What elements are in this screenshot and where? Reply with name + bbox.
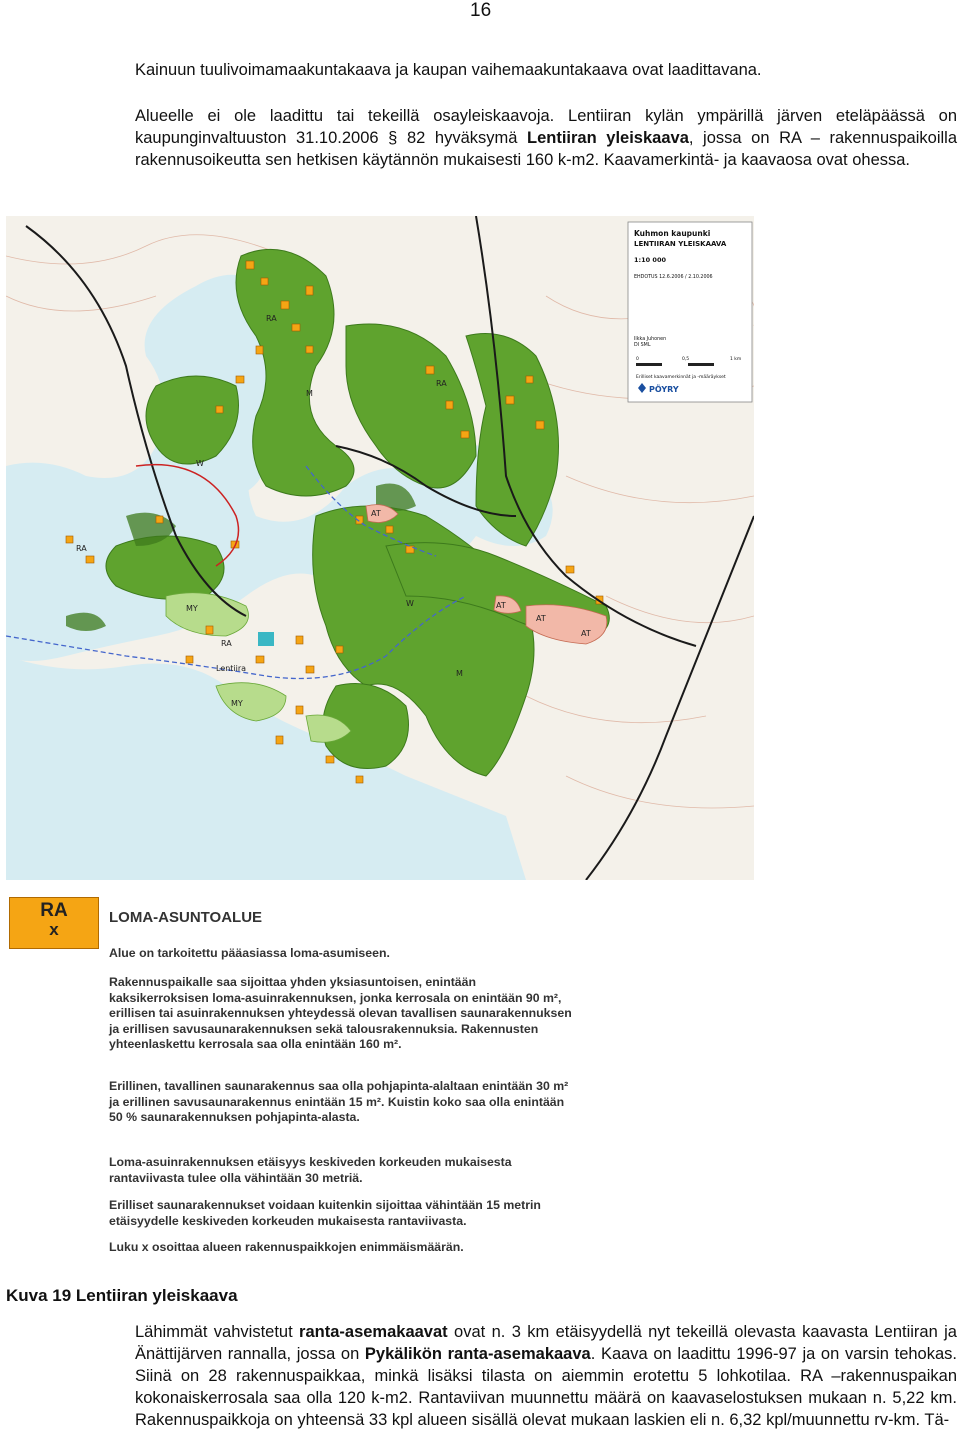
map-title-line1: Kuhmon kaupunki bbox=[634, 229, 711, 238]
map-label: RA bbox=[76, 544, 87, 553]
legend-title: LOMA-ASUNTOALUE bbox=[109, 909, 263, 926]
legend-block-1: Alue on tarkoitettu pääasiassa loma-asumiseen. bbox=[109, 946, 390, 960]
paragraph-2-text-2: 82 hyväksymä bbox=[397, 129, 528, 147]
legend-block-4: Loma-asuinrakennuksen etäisyys keskiveden korkeuden mukaisesta rantaviivasta tulee olla vähintään 30 metriä. bbox=[109, 1155, 512, 1185]
map-label: AT bbox=[496, 601, 506, 610]
legend-block-3: Erillinen, tavallinen saunarakennus saa olla pohjapinta-alaltaan enintään 30 m² ja erillinen savusaunarakennus enintään 15 m². Kuistin koko saa olla enintään 50 % saunarakennuksen pohjapinta-alasta. bbox=[109, 1079, 569, 1125]
plan-legend bbox=[6, 895, 576, 1265]
legend-block-6: Luku x osoittaa alueen rakennuspaikkojen enimmäismäärän. bbox=[109, 1240, 464, 1254]
map-label: AT bbox=[581, 629, 591, 638]
paragraph-2 bbox=[135, 105, 957, 171]
map-label: W bbox=[196, 459, 204, 468]
map-author-2: DI SML bbox=[634, 343, 651, 348]
map-label: RA bbox=[436, 379, 447, 388]
map-label: W bbox=[406, 599, 414, 608]
land-use-plan-map bbox=[6, 216, 754, 880]
legend-block-2: Rakennuspaikalle saa sijoittaa yhden yksiasuntoisen, enintään kaksikerroksisen loma-asuinrakennuksen, jonka kerrosala on enintään 90 m², erillisen tai asuinrakennuksen yhteydessä olevan tavallisen saunarakennuksen ja erillisen savusaunarakennuksen sekä talousrakennuksia. Rakennusten yhteenlaskettu kerrosala saa olla enintään 160 m². bbox=[109, 975, 572, 1052]
bold-term-2: Pykälikön ranta-asemakaava bbox=[364, 1345, 591, 1363]
map-label: RA bbox=[221, 639, 232, 648]
map-label: MY bbox=[186, 604, 198, 613]
map-title-line2: LENTIIRAN YLEISKAAVA bbox=[634, 240, 727, 248]
plan-name-bold: Lentiiran yleiskaava bbox=[527, 129, 689, 147]
map-label: Lentiira bbox=[216, 664, 247, 673]
map-label: M bbox=[306, 389, 313, 398]
map-label: M bbox=[456, 669, 463, 678]
map-label: MY bbox=[231, 699, 243, 708]
map-label: AT bbox=[371, 509, 381, 518]
paragraph-3-text-2: ovat n. 3 km etäisyydellä nyt tekeillä olevasta kaavasta Lentiiran ja Änättijärven rannalla, jossa on bbox=[135, 1323, 957, 1363]
ra-legend-symbol bbox=[9, 897, 99, 949]
map-label: AT bbox=[536, 614, 546, 623]
map-label: RA bbox=[266, 314, 277, 323]
map-scale: 1:10 000 bbox=[634, 256, 666, 264]
map-author-1: Ilkka Juhonen bbox=[634, 337, 667, 342]
ra-x-code: x bbox=[49, 920, 59, 939]
page-number: 16 bbox=[470, 0, 492, 21]
paragraph-3-text-3: . Kaava on laadittu 1996-97 ja on varsin tehokas. Siinä on 28 rakennuspaikkaa, minkä lisäksi tilasta on aiemmin erotettu 5 lohkotilaa. RA –rakennuspaikan kokonaiskerrosala saa olla 120 k-m2. Rantaviivan muunnettu määrä on kaavaselostuksen mukaan n. 5,22 km. Rakennuspaikkoja on yhteensä 33 kpl alueen sisällä olevat mukaan laskien eli n. 6,32 kpl/muunnettu rv-km. Tä- bbox=[135, 1345, 957, 1429]
ra-code: RA bbox=[40, 900, 68, 921]
legend-block-5: Erilliset saunarakennukset voidaan kuitenkin sijoittaa vähintään 15 metrin etäisyydelle keskiveden korkeuden mukaisesta rantaviivasta. bbox=[109, 1198, 541, 1228]
scale-tick-0: 0 bbox=[636, 357, 639, 362]
paragraph-2-text-1: Alueelle ei ole laadittu tai tekeillä osayleiskaavoja. Lentiiran kylän ympärillä järven eteläpäässä on kaupunginvaltuuston 31.10.2006 bbox=[135, 107, 957, 147]
bold-term-1: ranta-asemakaavat bbox=[299, 1323, 448, 1341]
paragraph-2-text-3: , jossa on RA – rakennuspaikoilla rakennusoikeutta sen hetkisen käytännön mukaisesti 160 k-m2. Kaavamerkintä- ja kaavaosa ovat ohessa. bbox=[135, 129, 957, 169]
scale-tick-1: 0,5 bbox=[682, 357, 690, 362]
figure-caption: Kuva 19 Lentiiran yleiskaava bbox=[6, 1286, 238, 1305]
map-dates: EHDOTUS 12.6.2006 / 2.10.2006 bbox=[634, 275, 713, 280]
map-title-box bbox=[628, 222, 752, 402]
section-symbol: § bbox=[388, 129, 398, 147]
scale-tick-2: 1 km bbox=[730, 357, 742, 362]
map-note: Erilliset kaavamerkinnät ja -määräykset bbox=[636, 375, 726, 380]
paragraph-1: Kainuun tuulivoimamaakuntakaava ja kaupan vaihemaakuntakaava ovat laadittavana. bbox=[135, 61, 762, 79]
paragraph-3 bbox=[135, 1321, 957, 1431]
paragraph-3-text-1: Lähimmät vahvistetut bbox=[135, 1323, 300, 1341]
map-logo: PÖYRY bbox=[649, 385, 679, 394]
